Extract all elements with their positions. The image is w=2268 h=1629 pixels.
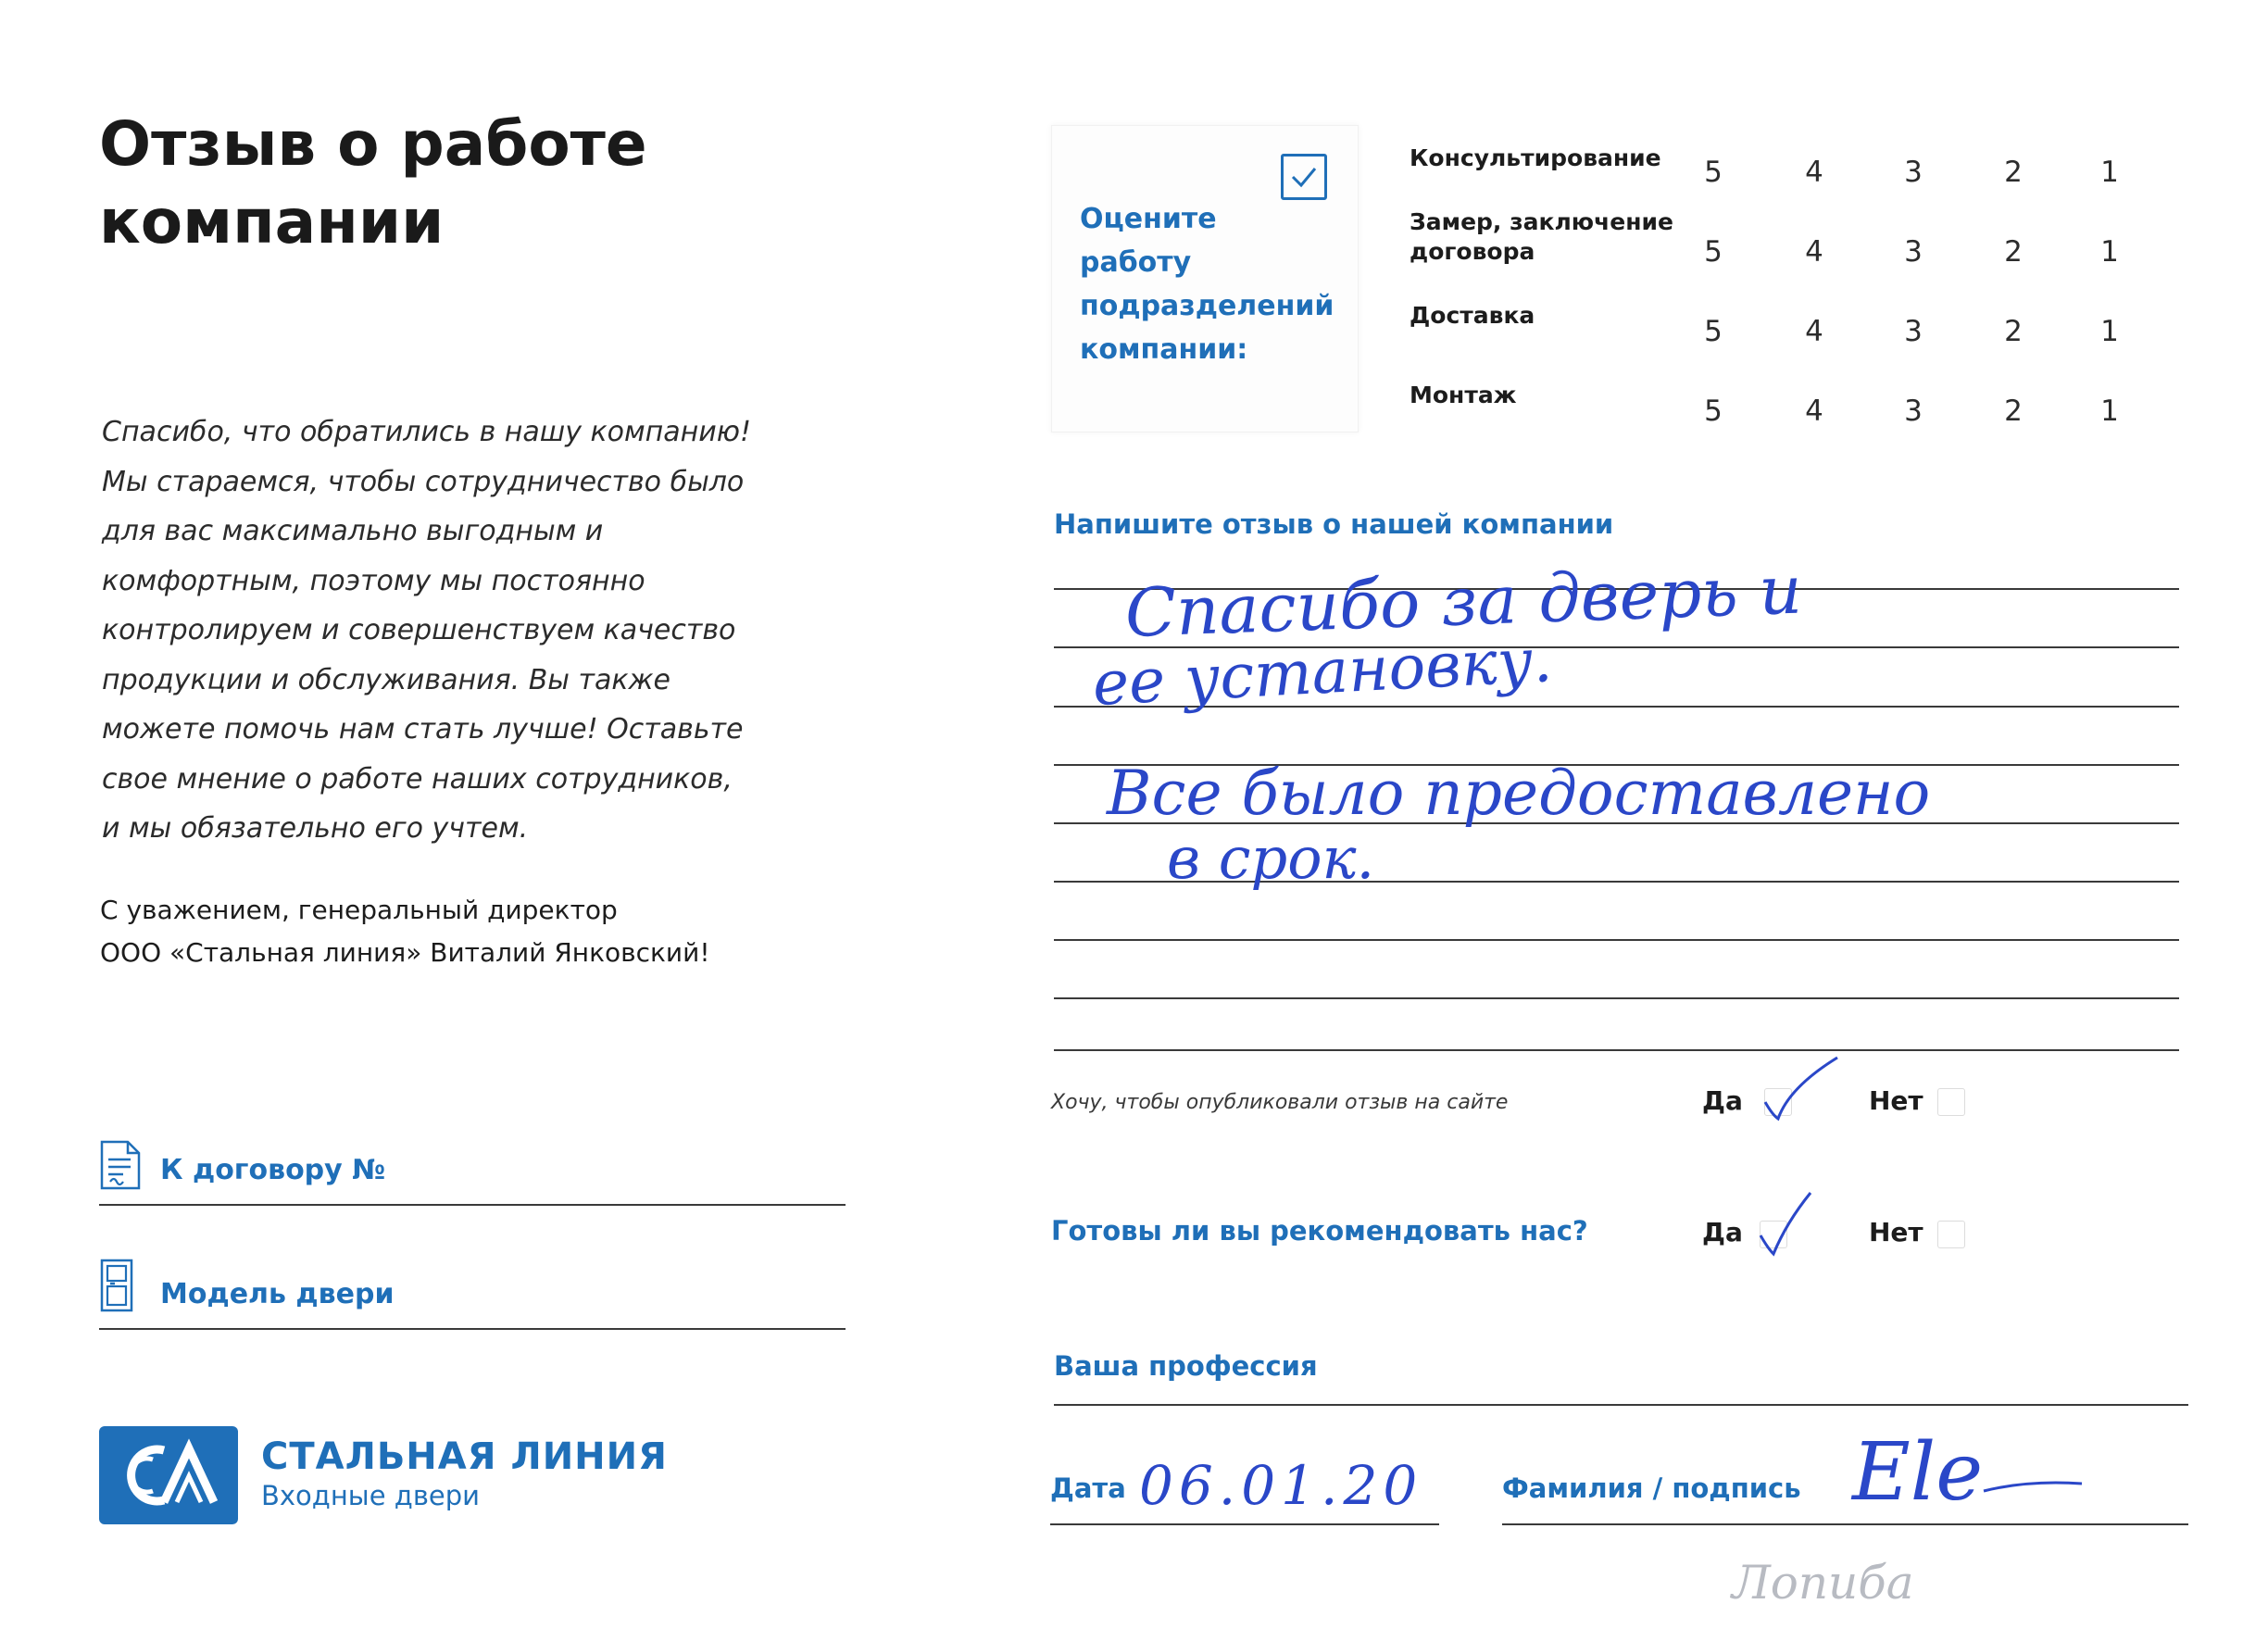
score-option[interactable]: 1 [2100, 395, 2119, 428]
intro-line: для вас максимально выгодным и [102, 515, 604, 547]
score-option[interactable]: 3 [1904, 315, 1923, 348]
intro-line: продукции и обслуживания. Вы также [102, 663, 670, 696]
score-option[interactable]: 2 [2004, 395, 2023, 428]
signature-flourish-icon [1982, 1471, 2084, 1498]
intro-line: комфортным, поэтому мы постоянно [102, 564, 645, 597]
profession-label: Ваша профессия [1054, 1350, 1318, 1382]
review-text-line[interactable]: Все было предоставлено [1107, 758, 1931, 829]
score-option[interactable]: 2 [2004, 315, 2023, 348]
rating-prompt-line: подразделений [1080, 290, 1334, 322]
recommend-no-label: Нет [1869, 1217, 1923, 1247]
review-text-line[interactable]: ее установку. [1090, 624, 1554, 720]
publish-no-checkbox[interactable] [1937, 1088, 1965, 1116]
recommend-question: Готовы ли вы рекомендовать нас? [1051, 1215, 1588, 1247]
publish-no-label: Нет [1869, 1085, 1923, 1116]
page-title-line: Отзыв о работе [99, 108, 647, 180]
document-icon [99, 1139, 142, 1196]
rating-prompt-line: Оцените [1080, 203, 1217, 235]
review-text-line[interactable]: в срок. [1167, 824, 1375, 892]
door-model-label: Модель двери [160, 1278, 395, 1310]
contract-number-field[interactable] [99, 1139, 846, 1206]
review-line [1054, 1049, 2179, 1051]
door-icon [99, 1258, 136, 1318]
company-logo-mark [99, 1426, 238, 1524]
intro-line: и мы обязательно его учтем. [102, 812, 529, 845]
dept-label: Консультирование [1410, 144, 1661, 171]
score-option[interactable]: 4 [1805, 395, 1823, 428]
score-option[interactable]: 3 [1904, 395, 1923, 428]
dept-label: Монтаж [1410, 382, 1517, 408]
review-text-line[interactable]: Спасибо за дверь и [1123, 550, 1804, 652]
publish-yes-label: Да [1702, 1085, 1743, 1116]
recommend-yes-label: Да [1702, 1217, 1743, 1247]
page-title-line: компании [99, 186, 445, 257]
date-label: Дата [1050, 1472, 1126, 1504]
company-tagline: Входные двери [261, 1480, 481, 1511]
dept-delivery [1410, 301, 1678, 331]
profession-line[interactable] [1054, 1404, 2188, 1406]
score-option[interactable]: 4 [1805, 315, 1823, 348]
contract-number-label: К договору № [160, 1154, 386, 1186]
score-option[interactable]: 4 [1805, 235, 1823, 269]
score-option[interactable]: 4 [1805, 156, 1823, 189]
dept-label: Замер, заключение [1410, 208, 1673, 235]
review-line [1054, 997, 2179, 999]
dept-label: Доставка [1410, 302, 1535, 329]
review-label: Напишите отзыв о нашей компании [1054, 508, 1614, 540]
checkmark-icon [1281, 154, 1327, 200]
recommend-no-checkbox[interactable] [1937, 1221, 1965, 1248]
score-option[interactable]: 5 [1704, 315, 1723, 348]
rating-prompt [1080, 197, 1358, 371]
logo-ca-icon [99, 1426, 238, 1524]
score-option[interactable]: 2 [2004, 156, 2023, 189]
score-option[interactable]: 1 [2100, 315, 2119, 348]
page-title [99, 106, 840, 261]
intro-line: Мы стараемся, чтобы сотрудничество было [102, 465, 745, 498]
dept-consulting [1410, 144, 1678, 173]
intro-line: контролируем и совершенствуем качество [102, 614, 736, 646]
intro-text [102, 407, 843, 854]
handwritten-check-icon [1758, 1054, 1843, 1128]
score-option[interactable]: 3 [1904, 235, 1923, 269]
dept-measurement [1410, 207, 1678, 267]
intro-line: можете помочь нам стать лучше! Оставьте [102, 713, 744, 746]
score-option[interactable]: 5 [1704, 235, 1723, 269]
door-model-field[interactable] [99, 1258, 846, 1330]
date-line [1050, 1523, 1439, 1525]
intro-line: свое мнение о работе наших сотрудников, [102, 762, 733, 796]
publish-question: Хочу, чтобы опубликовали отзыв на сайте [1051, 1091, 1509, 1114]
company-name: СТАЛЬНАЯ ЛИНИЯ [261, 1435, 668, 1478]
rating-prompt-line: компании: [1080, 333, 1248, 366]
score-option[interactable]: 2 [2004, 235, 2023, 269]
date-value[interactable]: 06.01.20 [1139, 1454, 1423, 1517]
regards-line: С уважением, генеральный директор [100, 895, 618, 925]
score-option[interactable]: 5 [1704, 395, 1723, 428]
review-line [1054, 939, 2179, 941]
dept-label: договора [1410, 238, 1535, 265]
signature-value[interactable]: Ele [1852, 1426, 1984, 1519]
score-option[interactable]: 3 [1904, 156, 1923, 189]
rating-prompt-line: работу [1080, 246, 1192, 279]
regards-line: ООО «Стальная линия» Виталий Янковский! [100, 937, 710, 968]
intro-line: Спасибо, что обратились в нашу компанию! [102, 416, 752, 448]
dept-installation [1410, 381, 1678, 410]
handwritten-check-icon [1755, 1189, 1820, 1259]
score-option[interactable]: 5 [1704, 156, 1723, 189]
faint-handwriting: Лопиба [1732, 1556, 1914, 1610]
signature-label: Фамилия / подпись [1502, 1472, 1801, 1504]
score-option[interactable]: 1 [2100, 235, 2119, 269]
signature-line [1502, 1523, 2188, 1525]
score-option[interactable]: 1 [2100, 156, 2119, 189]
director-regards [100, 889, 887, 974]
